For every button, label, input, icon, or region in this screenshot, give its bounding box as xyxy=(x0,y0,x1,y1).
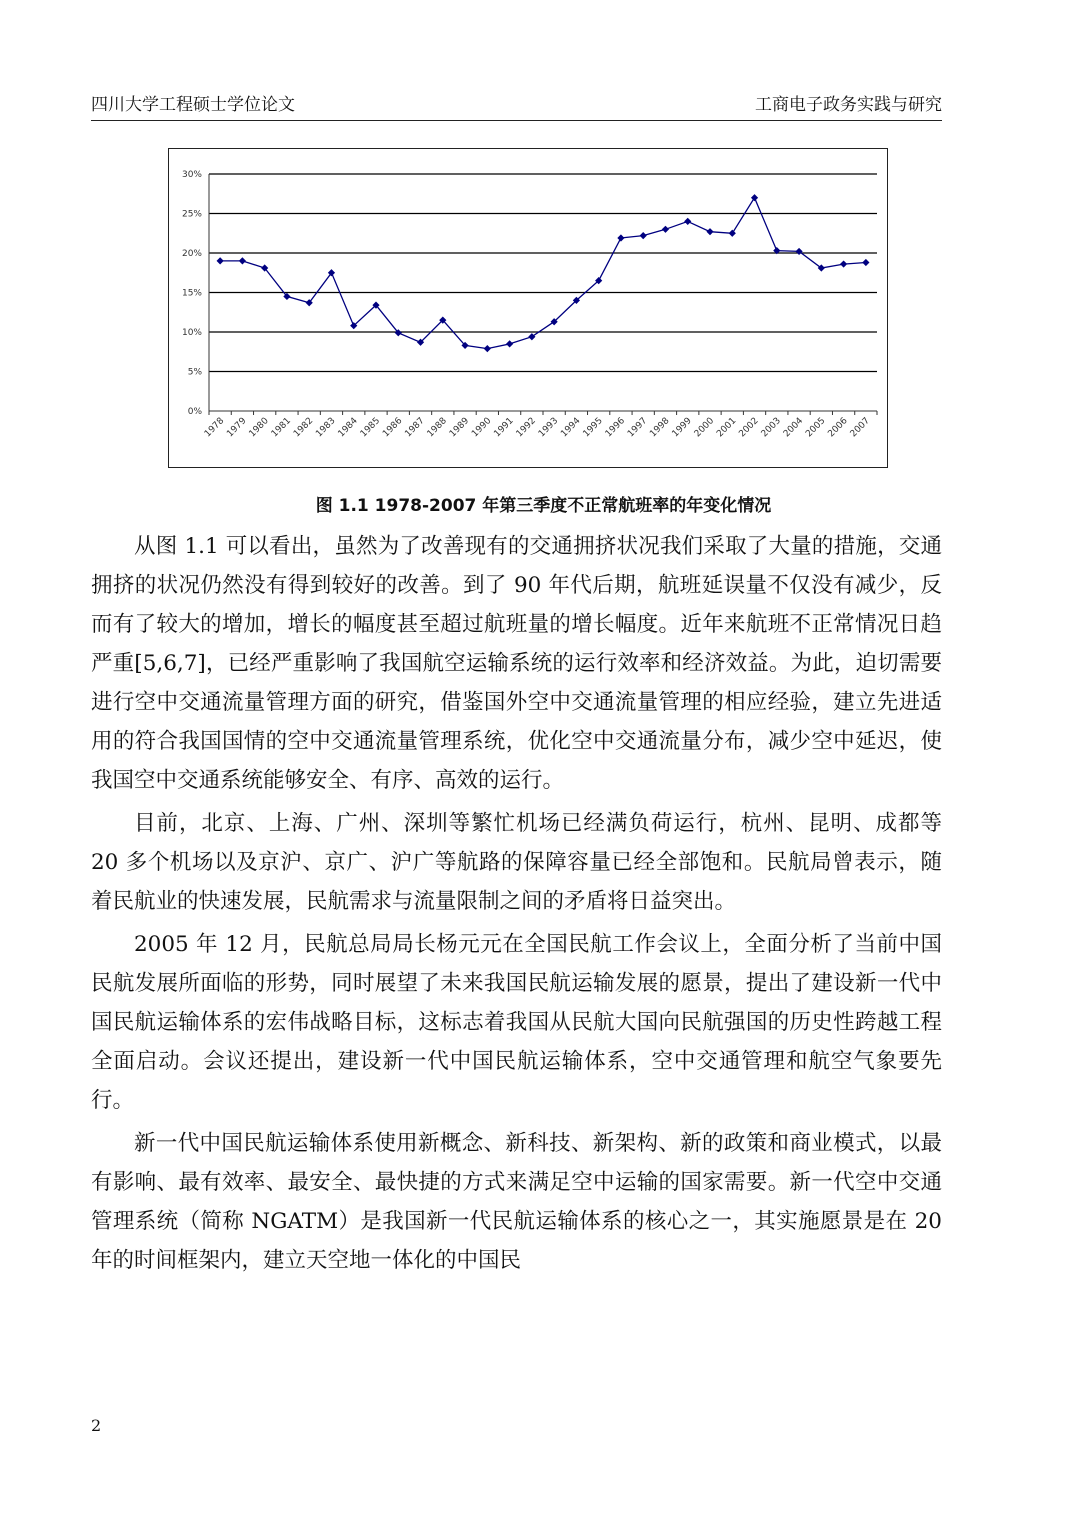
x-tick-label: 1985 xyxy=(358,416,383,440)
data-point xyxy=(729,230,736,237)
figure-caption: 图 1.1 1978-2007 年第三季度不正常航班率的年变化情况 xyxy=(315,496,772,516)
x-tick-label: 1978 xyxy=(202,416,227,440)
series-line xyxy=(220,198,866,349)
y-tick-label: 30% xyxy=(181,170,202,180)
x-tick-label: 1987 xyxy=(403,416,427,440)
x-tick-label: 2003 xyxy=(759,416,783,440)
page-header xyxy=(91,90,942,121)
paragraph: 2005 年 12 月，民航总局局长杨元元在全国民航工作会议上，全面分析了当前中国民航发展所面临的形势，同时展望了未来我国民航运输发展的愿景，提出了建设新一代中国民航运输体系的宏伟战略目标，这标志着我国从民航大国向民航强国的历史性跨越工程全面启动。会议还提出，建设新一代中国民航运输体系，空中交通管理和航空气象要先行。 xyxy=(91,932,942,1113)
data-point xyxy=(239,257,246,264)
x-tick-label: 1988 xyxy=(425,416,449,440)
y-tick-label: 0% xyxy=(187,407,202,417)
data-point xyxy=(840,260,847,267)
y-tick-label: 25% xyxy=(181,209,202,220)
line-chart xyxy=(169,149,887,467)
data-point xyxy=(751,194,758,201)
x-tick-label: 1989 xyxy=(447,416,472,440)
x-tick-label: 1997 xyxy=(626,416,650,440)
paragraph: 目前，北京、上海、广州、深圳等繁忙机场已经满负荷运行，杭州、昆明、成都等 20 多个机场以及京沪、京广、沪广等航路的保障容量已经全部饱和。民航局曾表示，随着民航业的快速发展，民航需求与流量限制之间的矛盾将日益突出。 xyxy=(91,811,942,914)
x-tick-label: 1980 xyxy=(247,416,271,440)
header-thesis-title: 四川大学工程硕士学位论文 xyxy=(91,95,295,115)
y-tick-label: 10% xyxy=(181,328,202,338)
x-tick-label: 1998 xyxy=(648,416,672,440)
x-tick-label: 2004 xyxy=(781,416,806,440)
data-point xyxy=(684,218,691,225)
x-tick-label: 1990 xyxy=(470,416,494,440)
x-tick-label: 2002 xyxy=(737,416,761,440)
data-point xyxy=(506,340,513,347)
data-point xyxy=(217,257,224,264)
x-tick-label: 1982 xyxy=(292,416,316,440)
chart-frame xyxy=(168,148,888,468)
x-tick-label: 1993 xyxy=(536,416,561,440)
body-text xyxy=(91,527,942,1284)
x-tick-label: 2000 xyxy=(692,416,717,440)
x-tick-label: 1996 xyxy=(603,416,628,440)
data-point xyxy=(706,228,713,235)
x-tick-label: 2005 xyxy=(804,416,828,440)
data-point xyxy=(640,232,647,239)
y-tick-label: 15% xyxy=(181,288,202,299)
data-point xyxy=(484,345,491,352)
x-tick-label: 2001 xyxy=(715,416,739,440)
x-tick-label: 1991 xyxy=(492,416,516,440)
x-tick-label: 1999 xyxy=(670,416,694,440)
x-tick-label: 1994 xyxy=(559,416,583,440)
data-point xyxy=(662,226,669,233)
x-tick-label: 1986 xyxy=(381,416,405,440)
x-tick-label: 1984 xyxy=(336,416,360,440)
header-chapter-title: 工商电子政务实践与研究 xyxy=(755,95,942,115)
data-point xyxy=(862,259,869,266)
paragraph: 从图 1.1 可以看出，虽然为了改善现有的交通拥挤状况我们采取了大量的措施，交通拥挤的状况仍然没有得到较好的改善。到了 90 年代后期，航班延误量不仅没有减少，反而有了较大的增加，增长的幅度甚至超过航班量的增长幅度。近年来航班不正常情况日趋严重[5,6,7]，已经严重影响了我国航空运输系统的运行效率和经济效益。为此，迫切需要进行空中交通流量管理方面的研究，借鉴国外空中交通流量管理的相应经验，建立先进适用的符合我国国情的空中交通流量管理系统，优化空中交通流量分布，减少空中延迟，使我国空中交通系统能够安全、有序、高效的运行。 xyxy=(91,534,942,793)
x-tick-label: 2007 xyxy=(848,416,872,440)
x-tick-label: 1983 xyxy=(314,416,338,440)
x-tick-label: 1995 xyxy=(581,416,605,440)
x-tick-label: 1992 xyxy=(514,416,538,440)
x-tick-label: 1979 xyxy=(225,416,249,440)
paragraph: 新一代中国民航运输体系使用新概念、新科技、新架构、新的政策和商业模式，以最有影响、最有效率、最安全、最快捷的方式来满足空中运输的国家需要。新一代空中交通管理系统（简称 NGATM）是我国新一代民航运输体系的核心之一，其实施愿景是在 20 年的时间框架内，建立天空地一体化的中国民 xyxy=(91,1131,942,1273)
y-tick-label: 20% xyxy=(181,249,202,259)
data-point xyxy=(617,234,624,241)
y-tick-label: 5% xyxy=(187,367,202,378)
x-tick-label: 1981 xyxy=(269,416,294,440)
page-number: 2 xyxy=(91,1416,102,1435)
data-point xyxy=(528,333,535,340)
x-tick-label: 2006 xyxy=(826,416,850,440)
